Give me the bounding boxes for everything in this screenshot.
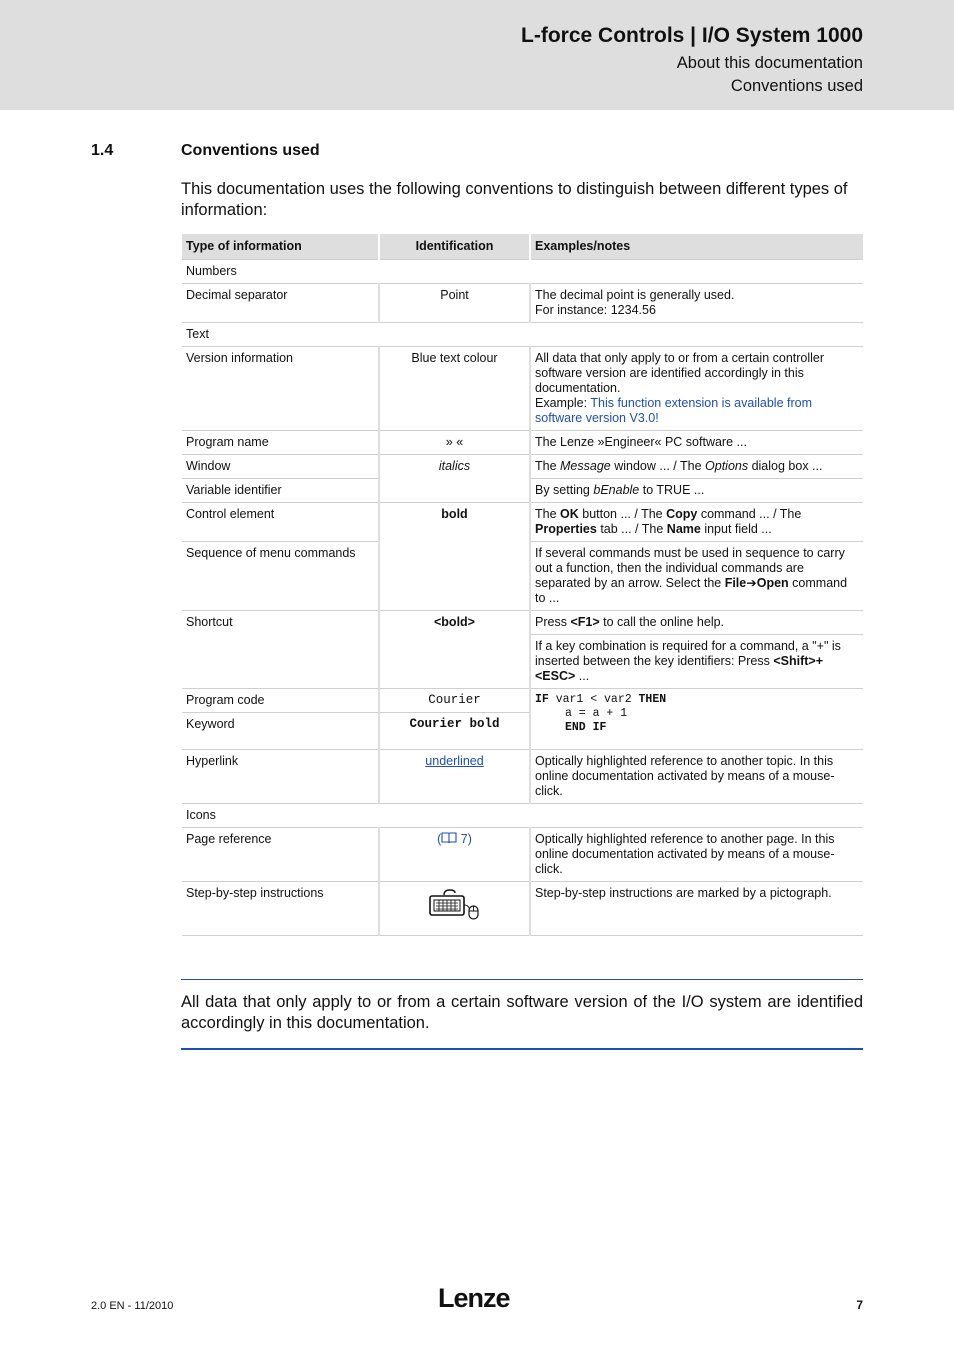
example-bold: OK xyxy=(560,507,579,521)
example-cell xyxy=(530,455,863,479)
example-line xyxy=(535,396,859,426)
note-paragraph: All data that only apply to or from a certain software version of the I/O system are identified accordingly in this documentation. xyxy=(181,993,863,1032)
example-text: to TRUE ... xyxy=(639,483,705,497)
table-row xyxy=(182,828,863,882)
table-row xyxy=(182,689,863,713)
example-text: command ... / The xyxy=(697,507,802,521)
type-cell: Hyperlink xyxy=(182,750,379,804)
identification-cell: » « xyxy=(379,431,530,455)
code-line xyxy=(535,721,859,735)
example-text: button ... / The xyxy=(578,507,667,521)
example-cell: Step-by-step instructions are marked by a pictograph. xyxy=(530,882,863,936)
table-row xyxy=(182,455,863,479)
group-label: Text xyxy=(182,323,863,347)
table-row xyxy=(182,431,863,455)
example-text: window ... / The xyxy=(610,459,706,473)
identification-cell: Blue text colour xyxy=(379,347,530,431)
blue-example-text: This function extension is available from software version V3.0! xyxy=(535,396,812,425)
type-cell: Step-by-step instructions xyxy=(182,882,379,936)
example-cell xyxy=(530,347,863,431)
page-reference-link[interactable] xyxy=(437,832,472,846)
intro-paragraph: This documentation uses the following conventions to distinguish between different types of information: xyxy=(181,180,848,219)
code-keyword: THEN xyxy=(638,693,667,706)
note-divider-bottom xyxy=(181,1048,863,1050)
page-number: 7 xyxy=(856,1298,863,1312)
example-cell: Optically highlighted reference to another page. In this online documentation activated by means of a mouse-click. xyxy=(530,828,863,882)
example-italic: Options xyxy=(705,459,749,473)
example-cell: Optically highlighted reference to another topic. In this online documentation activated by means of a mouse-click. xyxy=(530,750,863,804)
group-row-text xyxy=(182,323,863,347)
identification-cell: Point xyxy=(379,284,530,323)
table-row xyxy=(182,347,863,431)
page-header xyxy=(0,0,954,110)
type-cell: Page reference xyxy=(182,828,379,882)
table-header-row xyxy=(182,234,863,260)
bold-sample: bold xyxy=(441,507,468,521)
example-cell xyxy=(530,611,863,635)
type-cell: Program name xyxy=(182,431,379,455)
table-row xyxy=(182,882,863,936)
example-cell xyxy=(530,503,863,542)
type-cell: Sequence of menu commands xyxy=(182,542,379,611)
example-bold: Open xyxy=(756,576,789,590)
example-italic: Message xyxy=(560,459,611,473)
identification-cell xyxy=(379,503,530,611)
example-text: ... xyxy=(575,669,590,683)
example-bold: <F1> xyxy=(570,615,600,629)
table-row xyxy=(182,284,863,323)
group-label: Numbers xyxy=(182,260,863,284)
example-bold: File xyxy=(724,576,747,590)
example-text: If a key combination is required for a command, a "+" is inserted between the key identifiers: Press xyxy=(535,639,841,668)
section-title: Conventions used xyxy=(181,142,320,159)
code-line: a = a + 1 xyxy=(565,707,628,720)
table-row xyxy=(182,611,863,635)
keyboard-mouse-icon xyxy=(428,888,482,920)
example-cell xyxy=(530,284,863,323)
example-italic: bEnable xyxy=(593,483,640,497)
example-text: Press xyxy=(535,615,571,629)
example-cell xyxy=(530,479,863,503)
courier-bold-sample: Courier bold xyxy=(409,717,500,731)
type-cell: Program code xyxy=(182,689,379,713)
underlined-link-sample[interactable]: underlined xyxy=(425,754,484,768)
example-text: dialog box ... xyxy=(748,459,823,473)
group-label: Icons xyxy=(182,804,863,828)
identification-cell xyxy=(379,455,530,503)
code-keyword: END IF xyxy=(565,721,607,734)
example-text: to call the online help. xyxy=(599,615,725,629)
bold-bracket-sample: <bold> xyxy=(434,615,475,629)
example-line: The decimal point is generally used. xyxy=(535,288,735,302)
table-row xyxy=(182,503,863,542)
group-row-icons xyxy=(182,804,863,828)
example-text: The xyxy=(535,459,561,473)
type-cell: Version information xyxy=(182,347,379,431)
arrow-icon: ➔ xyxy=(746,576,757,590)
example-bold: Properties xyxy=(535,522,597,536)
type-cell: Decimal separator xyxy=(182,284,379,323)
example-text: tab ... / The xyxy=(596,522,667,536)
identification-cell xyxy=(379,611,530,689)
code-keyword: IF xyxy=(535,693,549,706)
page-ref-number: 7) xyxy=(457,832,472,846)
example-bold: <Shift>+<ESC> xyxy=(535,654,823,683)
type-cell: Window xyxy=(182,455,379,479)
type-cell: Control element xyxy=(182,503,379,542)
type-cell: Shortcut xyxy=(182,611,379,689)
note-divider-top xyxy=(181,979,863,980)
identification-cell[interactable] xyxy=(379,828,530,882)
example-text: If several commands must be used in sequence to carry out a function, then the individual commands are separated by an arrow. Select the xyxy=(535,546,845,590)
table-row xyxy=(182,750,863,804)
header-chapter: About this documentation xyxy=(676,54,863,72)
identification-cell xyxy=(379,882,530,936)
example-bold: Name xyxy=(666,522,701,536)
page-ref-paren: ( xyxy=(437,832,442,846)
example-prefix: Example: xyxy=(535,396,591,410)
example-line: All data that only apply to or from a certain controller software version are identified accordingly in this documentation. xyxy=(535,351,825,395)
example-text: The xyxy=(535,507,561,521)
type-cell: Keyword xyxy=(182,713,379,750)
example-cell xyxy=(530,635,863,689)
identification-cell: Courier xyxy=(379,689,530,713)
header-type: Type of information xyxy=(182,234,379,260)
example-text: command to ... xyxy=(535,576,848,605)
identification-cell xyxy=(379,713,530,750)
example-cell xyxy=(530,542,863,611)
header-title: L-force Controls | I/O System 1000 xyxy=(521,24,863,47)
example-cell: The Lenze »Engineer« PC software ... xyxy=(530,431,863,455)
type-cell: Variable identifier xyxy=(182,479,379,503)
header-identification: Identification xyxy=(379,234,530,260)
header-examples: Examples/notes xyxy=(530,234,863,260)
example-text: By setting xyxy=(535,483,594,497)
italics-sample: italics xyxy=(438,459,471,473)
header-section: Conventions used xyxy=(730,77,863,95)
section-number: 1.4 xyxy=(91,142,114,159)
lenze-logo: Lenze xyxy=(438,1283,510,1313)
example-bold: Copy xyxy=(666,507,698,521)
group-row-numbers xyxy=(182,260,863,284)
example-text: input field ... xyxy=(700,522,772,536)
identification-cell xyxy=(379,750,530,804)
code-example-cell xyxy=(530,689,863,750)
conventions-table xyxy=(182,234,863,936)
book-icon xyxy=(441,832,457,844)
example-line: For instance: 1234.56 xyxy=(535,303,656,317)
footer-version: 2.0 EN - 11/2010 xyxy=(91,1300,174,1312)
code-text: var1 < var2 xyxy=(548,693,639,706)
code-line xyxy=(535,693,859,707)
